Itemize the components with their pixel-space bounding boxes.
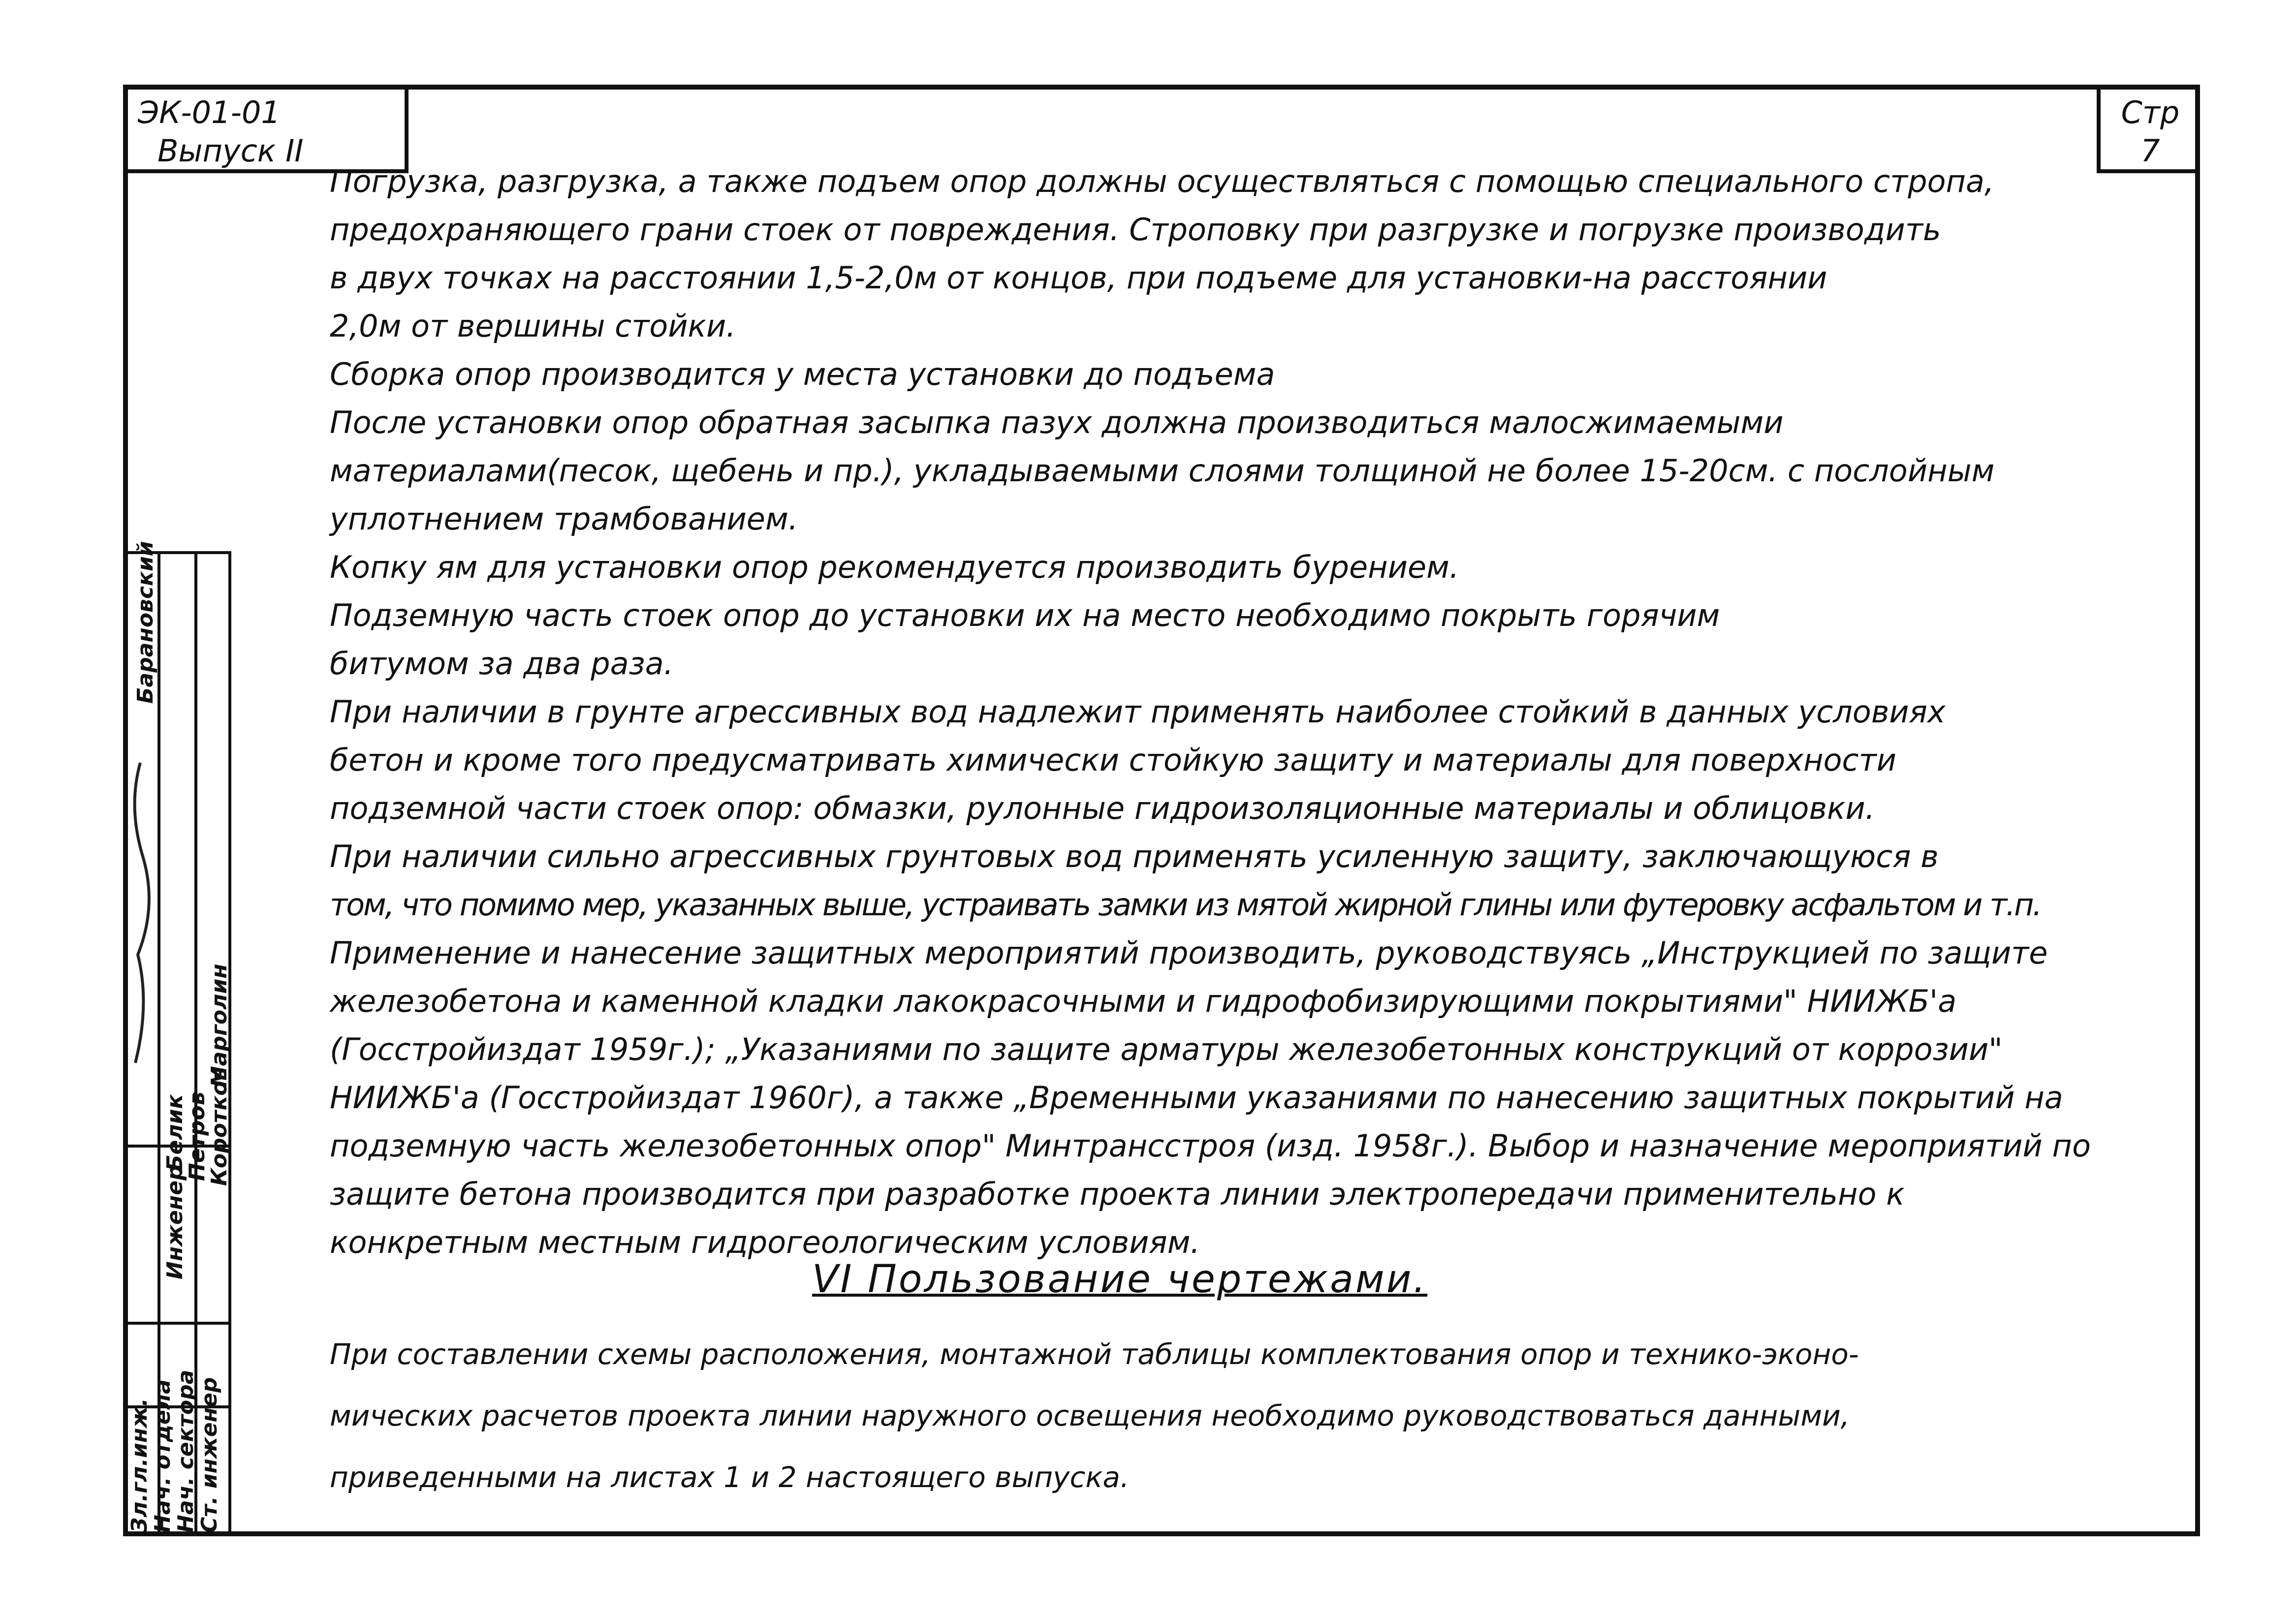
paragraph-line: конкретным местным гидрогеологическим условиям. <box>330 1224 1200 1260</box>
paragraph-line: битумом за два раза. <box>330 646 674 682</box>
paragraph-line: уплотнением трамбованием. <box>330 501 798 537</box>
issue-number: Выпуск II <box>157 133 304 169</box>
paragraph-line: бетон и кроме того предусматривать химически стойкую защиту и материалы для поверхности <box>330 742 1897 778</box>
document-code: ЭК-01-01 <box>138 94 281 130</box>
paragraph-line: При наличии сильно агрессивных грунтовых вод применять усиленную защиту, заключающуюся в <box>330 839 1939 874</box>
title-name-4: Марголин <box>207 963 232 1088</box>
paragraph-line: защите бетона производится при разработке проекта линии электропередачи применительно к <box>330 1176 1905 1212</box>
usage-line: мических расчетов проекта линии наружного освещения необходимо руководствоваться данными, <box>330 1399 1850 1432</box>
title-name-5: Барановский <box>133 541 158 704</box>
title-name-1: Белик <box>162 1094 188 1171</box>
page-label: Стр <box>2121 94 2180 130</box>
page-number: 7 <box>2140 133 2160 169</box>
paragraph-line: После установки опор обратная засыпка пазух должна производиться малосжимаемыми <box>330 404 1784 440</box>
paragraph-line: материалами(песок, щебень и пр.), укладываемыми слоями толщиной не более 15-20см. с послойным <box>330 453 1995 489</box>
title-role-3: Нач. сектора <box>173 1369 198 1533</box>
signature-mark <box>123 748 157 1338</box>
title-name-2: Петров <box>185 1091 210 1181</box>
title-block <box>123 541 232 1535</box>
paragraph-line: железобетона и каменной кладки лакокрасочными и гидрофобизирующими покрытиями" НИИЖБ'а <box>330 983 1957 1019</box>
paragraph-line: Погрузка, разгрузка, а также подъем опор должны осуществляться с помощью специального стропа, <box>330 163 1994 199</box>
paragraph-line: НИИЖБ'а (Госстройиздат 1960г), а также „Временными указаниями по нанесению защитных покрытий на <box>330 1080 2063 1116</box>
paragraph-line: (Госстройиздат 1959г.); „Указаниями по защите арматуры железобетонных конструкций от коррозии" <box>330 1031 2003 1067</box>
paragraph-line: том, что помимо мер, указанных выше, устраивать замки из мятой жирной глины или футеровку асфальтом и т.п. <box>330 887 2041 923</box>
paragraph-line: Применение и нанесение защитных мероприятий производить, руководствуясь „Инструкцией по защите <box>330 935 2048 971</box>
title-role-5: Инженер <box>162 1165 188 1279</box>
title-role-2: Нач. отдела <box>150 1379 175 1533</box>
section-heading: VI Пользование чертежами. <box>812 1257 1428 1302</box>
usage-line: приведенными на листах 1 и 2 настоящего выпуска. <box>330 1461 1130 1494</box>
usage-section <box>330 1324 1859 1508</box>
paragraph-line: подземную часть железобетонных опор" Минтрансстроя (изд. 1958г.). Выбор и назначение мероприятий по <box>330 1128 2091 1164</box>
title-name-3: Коротков <box>207 1067 232 1186</box>
title-role-4: Ст. инженер <box>197 1377 222 1533</box>
paragraph-line: подземной части стоек опор: обмазки, рулонные гидроизоляционные материалы и облицовки. <box>330 790 1875 826</box>
title-role-1: Зл.гл.инж. <box>127 1398 152 1533</box>
usage-line: При составлении схемы расположения, монтажной таблицы комплектования опор и технико-эконо- <box>330 1337 1859 1371</box>
paragraph-line: Сборка опор производится у места установки до подъема <box>330 356 1275 392</box>
paragraph-line: 2,0м от вершины стойки. <box>330 308 736 344</box>
paragraph-line: Подземную часть стоек опор до установки их на место необходимо покрыть горячим <box>330 597 1720 633</box>
paragraph-line: Копку ям для установки опор рекомендуется производить бурением. <box>330 549 1459 585</box>
paragraph-line: в двух точках на расстоянии 1,5-2,0м от концов, при подъеме для установки-на расстоянии <box>330 260 1827 296</box>
paragraph-line: При наличии в грунте агрессивных вод надлежит применять наиболее стойкий в данных условиях <box>330 694 1946 730</box>
paragraph-line: предохраняющего грани стоек от повреждения. Строповку при разгрузке и погрузке производить <box>330 212 1941 248</box>
document-body <box>330 157 2126 1267</box>
